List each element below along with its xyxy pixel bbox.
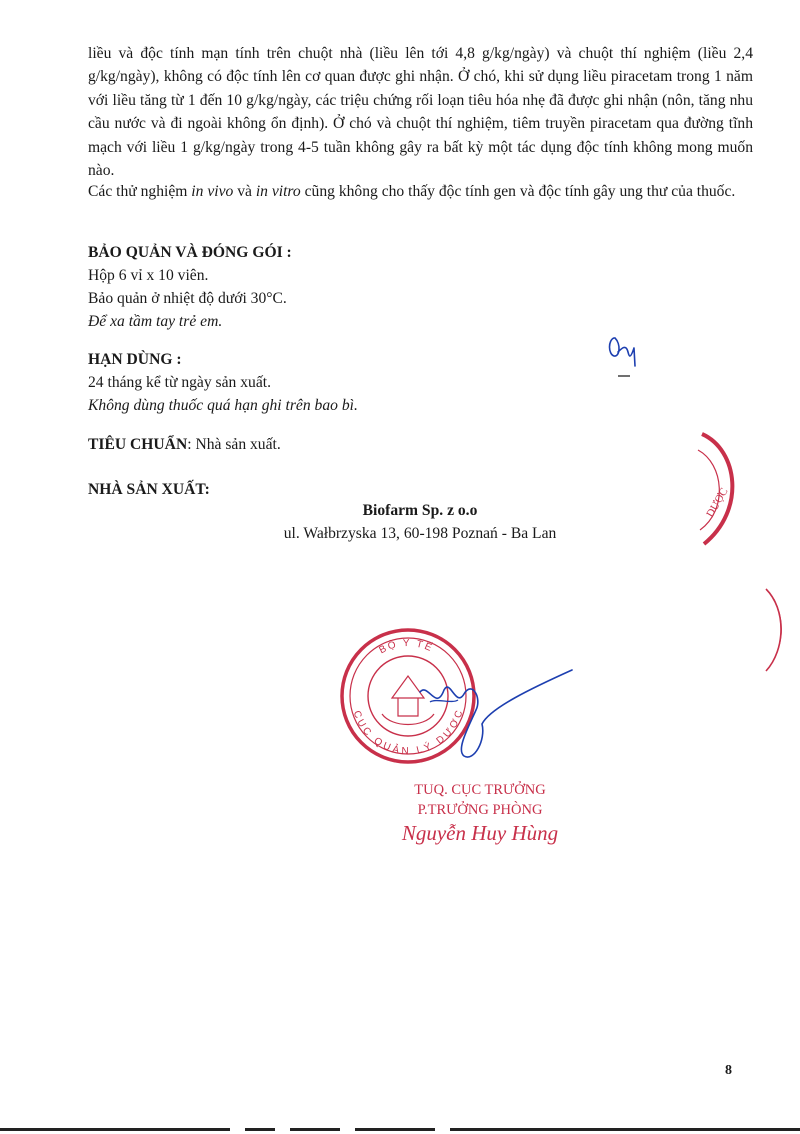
storage-warning-line: Để xa tầm tay trẻ em. [88, 313, 223, 330]
genotoxicity-paragraph [88, 180, 753, 203]
partial-stamp-edge-icon [690, 430, 750, 550]
stamp-bottom-text: CỤC QUẢN LÝ DƯỢC [350, 706, 467, 758]
genotoxicity-text-start: Các thử nghiệm [88, 183, 192, 200]
footer-dash [245, 1128, 275, 1131]
shelf-life-warning: Không dùng thuốc quá hạn ghi trên bao bì. [88, 397, 358, 414]
page-number: 8 [725, 1063, 732, 1078]
footer-dash [290, 1128, 340, 1131]
approval-title-1: TUQ. CỤC TRƯỞNG [414, 782, 546, 798]
storage-heading: BẢO QUẢN VÀ ĐÓNG GÓI : [88, 244, 292, 261]
packaging-line: Hộp 6 vỉ x 10 viên. [88, 267, 209, 284]
in-vivo-term: in vivo [191, 183, 234, 200]
storage-condition-line: Bảo quản ở nhiệt độ dưới 30°C. [88, 290, 287, 307]
toxicity-paragraph: liều và độc tính mạn tính trên chuột nhà (liều lên tới 4,8 g/kg/ngày) và chuột thí nghiệm (liều 2,4 g/kg/ngày), không có độc tính lên cơ quan được ghi nhận. Ở chó, khi sử dụng liều piracetam trong 1 năm với liều tăng từ 1 đến 10 g/kg/ngày, các triệu chứng rối loạn tiêu hóa nhẹ đã được ghi nhận (nôn, tăng nhu cầu nước và đi ngoài không ổn định). Ở chó và chuột thí nghiệm, tiêm truyền piracetam qua đường tĩnh mạch với liều 1 g/kg/ngày trong 4-5 tuần không gây ra bất kỳ một tác dụng độc tính không mong muốn nào. [88, 45, 753, 180]
shelf-life-duration: 24 tháng kể từ ngày sản xuất. [88, 374, 271, 391]
shelf-life-heading: HẠN DÙNG : [88, 351, 182, 368]
svg-text:BỘ Y TẾ [377, 637, 435, 656]
signer-name: Nguyễn Huy Hùng [401, 821, 559, 845]
approval-title-2: P.TRƯỞNG PHÒNG [417, 802, 543, 818]
standard-value: : Nhà sản xuất. [187, 436, 281, 453]
manufacturer-heading: NHÀ SẢN XUẤT: [88, 481, 210, 498]
manufacturer-address: ul. Wałbrzyska 13, 60-198 Poznań - Ba Lan [283, 525, 557, 542]
partial-stamp-arc-icon [760, 585, 790, 675]
handwritten-initials-mark [604, 330, 646, 382]
genotoxicity-text-end: cũng không cho thấy độc tính gen và độc tính gây ung thư của thuốc. [300, 183, 736, 200]
stamp-top-text: BỘ Y TẾ [377, 637, 435, 657]
standard-line [88, 433, 281, 456]
manufacturer-name: Biofarm Sp. z o.o [362, 502, 478, 519]
footer-rule [450, 1128, 800, 1131]
svg-text:DƯỢC: DƯỢC [704, 485, 731, 520]
footer-dash [355, 1128, 435, 1131]
standard-heading: TIÊU CHUẨN [88, 436, 188, 453]
signature-underline [430, 700, 458, 702]
footer-rule [0, 1128, 230, 1131]
official-stamp-icon [332, 628, 582, 778]
genotoxicity-text-mid: và [233, 183, 256, 200]
in-vitro-term: in vitro [255, 183, 301, 200]
